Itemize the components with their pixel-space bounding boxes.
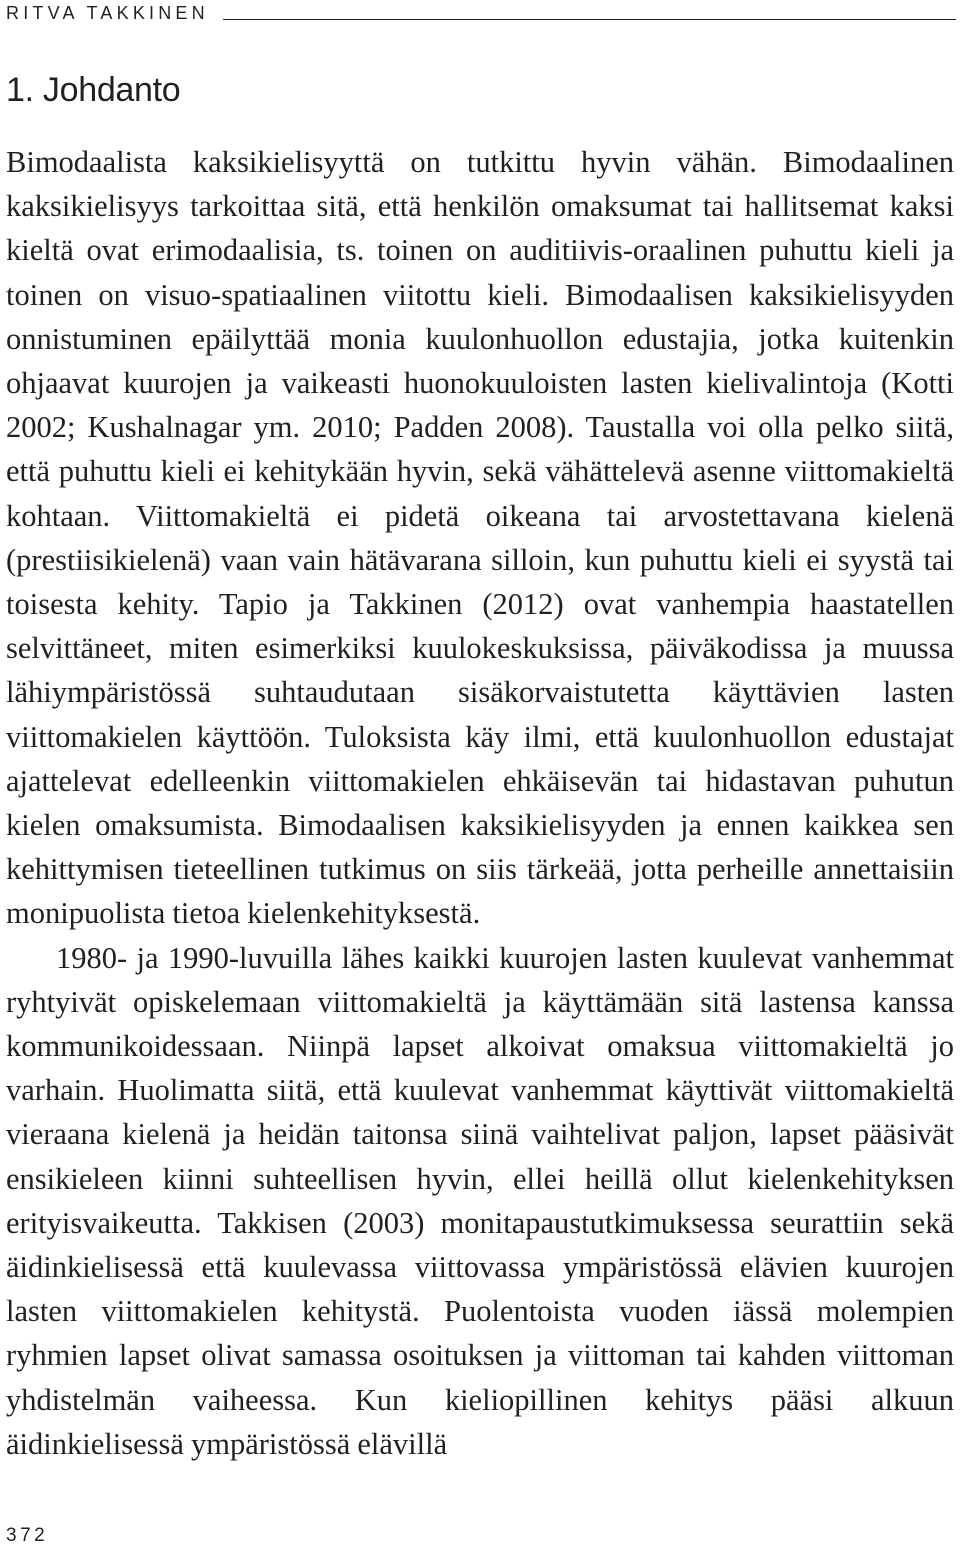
running-head-author: RITVA TAKKINEN [6,3,209,23]
running-head-rule [223,19,956,20]
body-text [6,140,954,1466]
page-number: 372 [6,1525,49,1546]
paragraph-second: 1980- ja 1990-luvuilla lähes kaikki kuurojen lasten kuulevat vanhemmat ryhtyivät opiskelemaan viittomakieltä ja käyttämään sitä lastensa kanssa kommunikoidessaan. Niinpä lapset alkoivat omaksua viittomakieltä jo varhain. Huolimatta siitä, että kuulevat vanhemmat käyttivät viittomakieltä vieraana kielenä ja heidän taitonsa siinä vaihtelivat paljon, lapset pääsivät ensikieleen kiinni suhteellisen hyvin, ellei heillä ollut kielenkehityksen erityisvaikeutta. Takkisen (2003) monitapaustutkimuksessa seurattiin sekä äidinkielisessä että kuulevassa viittovassa ympäristössä elävien kuurojen lasten viittomakielen kehitystä. Puolentoista vuoden iässä molempien ryhmien lapset olivat samassa osoituksen ja viittoman tai kahden viittoman yhdistelmän vaiheessa. Kun kieliopillinen kehitys pääsi alkuun äidinkielisessä ympäristössä elävillä [6,940,954,1461]
running-head [6,0,956,26]
paragraph-intro: Bimodaalista kaksikielisyyttä on tutkittu hyvin vähän. Bimodaalinen kaksikielisyys tarkoittaa sitä, että henkilön omaksumat tai hallitsemat kaksi kieltä ovat erimodaalisia, ts. toinen on auditiivis-oraalinen puhuttu kieli ja toinen on visuo-spatiaalinen viitottu kieli. Bimodaalisen kaksikielisyyden onnistuminen epäilyttää monia kuulonhuollon edustajia, jotka kuitenkin ohjaavat kuurojen ja vaikeasti huonokuuloisten lasten kielivalintoja (Kotti 2002; Kushalnagar ym. 2010; Padden 2008). Taustalla voi olla pelko siitä, että puhuttu kieli ei kehitykään hyvin, sekä vähättelevä asenne viittomakieltä kohtaan. Viittomakieltä ei pidetä oikeana tai arvostettavana kielenä (prestiisikielenä) vaan vain hätävarana silloin, kun puhuttu kieli ei syystä tai toisesta kehity. Tapio ja Takkinen (2012) ovat vanhempia haastatellen selvittäneet, miten esimerkiksi kuulokeskuksissa, päiväkodissa ja muussa lähiympäristössä suhtaudutaan sisäkorvaistutetta käyttävien lasten viittomakielen käyttöön. Tuloksista käy ilmi, että kuulonhuollon edustajat ajattelevat edelleenkin viittomakielen ehkäisevän tai hidastavan puhutun kielen omaksumista. Bimodaalisen kaksikielisyyden ja ennen kaikkea sen kehittymisen tieteellinen tutkimus on siis tärkeää, jotta perheille annettaisiin monipuolista tietoa kielenkehityksestä. [6,145,954,931]
section-heading: 1. Johdanto [6,71,181,109]
